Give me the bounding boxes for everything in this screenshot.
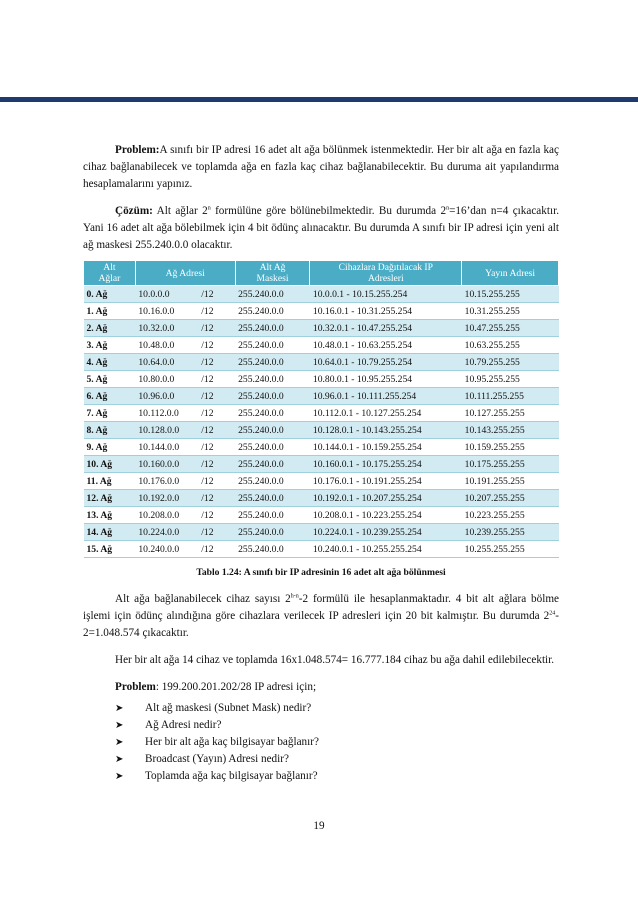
cell-prefix: /12 bbox=[199, 286, 235, 303]
arrowhead-icon: ➤ bbox=[115, 703, 124, 714]
cell-subnet-name: 12. Ağ bbox=[84, 490, 136, 507]
solution-paragraph bbox=[83, 203, 559, 254]
cell-broadcast: 10.127.255.255 bbox=[462, 405, 559, 422]
cell-subnet-mask: 255.240.0.0 bbox=[235, 320, 310, 337]
page-number: 19 bbox=[313, 820, 325, 832]
cell-prefix: /12 bbox=[199, 456, 235, 473]
list-item-text: Ağ Adresi nedir? bbox=[145, 719, 222, 731]
cell-subnet-mask: 255.240.0.0 bbox=[235, 354, 310, 371]
list-item-text: Broadcast (Yayın) Adresi nedir? bbox=[145, 753, 289, 765]
cell-host-range: 10.192.0.1 - 10.207.255.254 bbox=[310, 490, 462, 507]
arrowhead-icon: ➤ bbox=[115, 771, 124, 782]
subnet-table bbox=[83, 260, 559, 558]
header-subnet-mask bbox=[235, 261, 310, 286]
cell-network-address: 10.80.0.0 bbox=[135, 371, 199, 388]
list-item-text: Toplamda ağa kaç bilgisayar bağlanır? bbox=[145, 770, 318, 782]
cell-broadcast: 10.159.255.255 bbox=[462, 439, 559, 456]
cell-subnet-name: 2. Ağ bbox=[84, 320, 136, 337]
cell-broadcast: 10.207.255.255 bbox=[462, 490, 559, 507]
problem-text: A sınıfı bir IP adresi 16 adet alt ağa bölünmek istenmektedir. Her bir alt ağa en fazla kaç cihaz bağlanabilecek ve toplamda ağa en fazla kaç cihaz bağlanabilecektir. Bu duruma ait yapılandırma hesaplamalarını yapınız. bbox=[83, 144, 559, 190]
cell-host-range: 10.176.0.1 - 10.191.255.254 bbox=[310, 473, 462, 490]
cell-host-range: 10.224.0.1 - 10.239.255.254 bbox=[310, 524, 462, 541]
cell-broadcast: 10.255.255.255 bbox=[462, 541, 559, 558]
cell-prefix: /12 bbox=[199, 422, 235, 439]
problem2-text: : 199.200.201.202/28 IP adresi için; bbox=[155, 681, 317, 693]
device-exponent-2: 24 bbox=[549, 610, 556, 617]
cell-host-range: 10.208.0.1 - 10.223.255.254 bbox=[310, 507, 462, 524]
cell-network-address: 10.112.0.0 bbox=[135, 405, 199, 422]
cell-subnet-mask: 255.240.0.0 bbox=[235, 371, 310, 388]
cell-host-range: 10.96.0.1 - 10.111.255.254 bbox=[310, 388, 462, 405]
header-broadcast-line1: Yayın Adresi bbox=[485, 267, 536, 279]
solution-text-2: formülüne göre bölünebilmektedir. Bu durumda 2 bbox=[210, 205, 447, 217]
cell-subnet-mask: 255.240.0.0 bbox=[235, 456, 310, 473]
cell-subnet-mask: 255.240.0.0 bbox=[235, 303, 310, 320]
solution-exponent-1: n bbox=[207, 205, 211, 212]
cell-network-address: 10.224.0.0 bbox=[135, 524, 199, 541]
cell-host-range: 10.16.0.1 - 10.31.255.254 bbox=[310, 303, 462, 320]
cell-host-range: 10.160.0.1 - 10.175.255.254 bbox=[310, 456, 462, 473]
cell-broadcast: 10.31.255.255 bbox=[462, 303, 559, 320]
cell-prefix: /12 bbox=[199, 371, 235, 388]
cell-prefix: /12 bbox=[199, 524, 235, 541]
cell-network-address: 10.208.0.0 bbox=[135, 507, 199, 524]
cell-broadcast: 10.239.255.255 bbox=[462, 524, 559, 541]
cell-subnet-name: 1. Ağ bbox=[84, 303, 136, 320]
header-subnet-mask-line2: Maskesi bbox=[256, 273, 289, 284]
cell-subnet-name: 11. Ağ bbox=[84, 473, 136, 490]
table-row bbox=[84, 541, 559, 558]
cell-subnet-name: 6. Ağ bbox=[84, 388, 136, 405]
cell-host-range: 10.64.0.1 - 10.79.255.254 bbox=[310, 354, 462, 371]
cell-subnet-mask: 255.240.0.0 bbox=[235, 388, 310, 405]
cell-broadcast: 10.143.255.255 bbox=[462, 422, 559, 439]
cell-network-address: 10.96.0.0 bbox=[135, 388, 199, 405]
table-header-row bbox=[84, 261, 559, 286]
cell-broadcast: 10.191.255.255 bbox=[462, 473, 559, 490]
cell-broadcast: 10.175.255.255 bbox=[462, 456, 559, 473]
device-count-paragraph bbox=[83, 591, 559, 642]
device-text-3: -2=1.048.574 çıkacaktır. bbox=[83, 610, 559, 639]
cell-network-address: 10.192.0.0 bbox=[135, 490, 199, 507]
header-host-range-line2: Adresleri bbox=[367, 273, 404, 284]
cell-subnet-name: 15. Ağ bbox=[84, 541, 136, 558]
header-subnets bbox=[84, 261, 136, 286]
cell-broadcast: 10.223.255.255 bbox=[462, 507, 559, 524]
total-devices-paragraph: Her bir alt ağa 14 cihaz ve toplamda 16x1.048.574= 16.777.184 cihaz bu ağa dahil edilebilecektir. bbox=[115, 654, 555, 666]
list-item bbox=[115, 700, 559, 717]
header-subnets-line2: Ağlar bbox=[98, 273, 121, 284]
cell-host-range: 10.128.0.1 - 10.143.255.254 bbox=[310, 422, 462, 439]
cell-prefix: /12 bbox=[199, 320, 235, 337]
device-text-1: Alt ağa bağlanabilecek cihaz sayısı 2 bbox=[115, 593, 291, 605]
cell-subnet-name: 10. Ağ bbox=[84, 456, 136, 473]
table-body bbox=[84, 286, 559, 558]
cell-network-address: 10.240.0.0 bbox=[135, 541, 199, 558]
cell-subnet-name: 7. Ağ bbox=[84, 405, 136, 422]
table-row bbox=[84, 371, 559, 388]
cell-broadcast: 10.95.255.255 bbox=[462, 371, 559, 388]
solution-text-3: =16’dan n=4 çıkacaktır. Yani 16 adet alt ağa bölebilmek için 4 bit ödünç alınacaktır. Bu durumda A sınıfı bir IP adresi için yeni alt ağ maskesi 255.240.0.0 olacaktır. bbox=[83, 205, 559, 251]
cell-network-address: 10.48.0.0 bbox=[135, 337, 199, 354]
cell-prefix: /12 bbox=[199, 388, 235, 405]
cell-subnet-mask: 255.240.0.0 bbox=[235, 439, 310, 456]
list-item bbox=[115, 751, 559, 768]
cell-subnet-mask: 255.240.0.0 bbox=[235, 286, 310, 303]
header-rule bbox=[0, 97, 638, 102]
problem-label: Problem: bbox=[115, 144, 160, 156]
cell-network-address: 10.16.0.0 bbox=[135, 303, 199, 320]
table-row bbox=[84, 286, 559, 303]
cell-subnet-name: 4. Ağ bbox=[84, 354, 136, 371]
cell-subnet-mask: 255.240.0.0 bbox=[235, 524, 310, 541]
cell-network-address: 10.176.0.0 bbox=[135, 473, 199, 490]
cell-subnet-name: 8. Ağ bbox=[84, 422, 136, 439]
cell-network-address: 10.64.0.0 bbox=[135, 354, 199, 371]
device-exponent-1: h-n bbox=[290, 593, 299, 600]
problem2-label: Problem bbox=[115, 681, 156, 693]
header-subnet-mask-line1: Alt Ağ bbox=[259, 262, 286, 273]
cell-subnet-name: 3. Ağ bbox=[84, 337, 136, 354]
cell-host-range: 10.144.0.1 - 10.159.255.254 bbox=[310, 439, 462, 456]
cell-prefix: /12 bbox=[199, 473, 235, 490]
cell-prefix: /12 bbox=[199, 490, 235, 507]
table-row bbox=[84, 490, 559, 507]
cell-subnet-name: 13. Ağ bbox=[84, 507, 136, 524]
cell-broadcast: 10.111.255.255 bbox=[462, 388, 559, 405]
table-row bbox=[84, 354, 559, 371]
cell-prefix: /12 bbox=[199, 507, 235, 524]
list-item-text: Alt ağ maskesi (Subnet Mask) nedir? bbox=[145, 702, 312, 714]
solution-exponent-2: n bbox=[446, 205, 450, 212]
cell-broadcast: 10.15.255.255 bbox=[462, 286, 559, 303]
cell-subnet-mask: 255.240.0.0 bbox=[235, 473, 310, 490]
table-row bbox=[84, 507, 559, 524]
table-row bbox=[84, 456, 559, 473]
cell-broadcast: 10.47.255.255 bbox=[462, 320, 559, 337]
header-host-range bbox=[310, 261, 462, 286]
header-network-address bbox=[135, 261, 235, 286]
cell-network-address: 10.32.0.0 bbox=[135, 320, 199, 337]
table-row bbox=[84, 524, 559, 541]
cell-subnet-mask: 255.240.0.0 bbox=[235, 541, 310, 558]
cell-subnet-mask: 255.240.0.0 bbox=[235, 490, 310, 507]
cell-network-address: 10.128.0.0 bbox=[135, 422, 199, 439]
list-item bbox=[115, 717, 559, 734]
header-broadcast bbox=[462, 261, 559, 286]
cell-subnet-name: 5. Ağ bbox=[84, 371, 136, 388]
cell-network-address: 10.0.0.0 bbox=[135, 286, 199, 303]
arrowhead-icon: ➤ bbox=[115, 737, 124, 748]
list-item bbox=[115, 734, 559, 751]
header-host-range-line1: Cihazlara Dağıtılacak IP bbox=[338, 262, 433, 273]
question-list bbox=[83, 700, 559, 785]
arrowhead-icon: ➤ bbox=[115, 754, 124, 765]
cell-host-range: 10.32.0.1 - 10.47.255.254 bbox=[310, 320, 462, 337]
cell-subnet-name: 0. Ağ bbox=[84, 286, 136, 303]
cell-prefix: /12 bbox=[199, 354, 235, 371]
cell-prefix: /12 bbox=[199, 303, 235, 320]
cell-subnet-mask: 255.240.0.0 bbox=[235, 337, 310, 354]
cell-subnet-mask: 255.240.0.0 bbox=[235, 507, 310, 524]
page-content bbox=[83, 142, 559, 785]
table-row bbox=[84, 303, 559, 320]
table-row bbox=[84, 405, 559, 422]
cell-network-address: 10.144.0.0 bbox=[135, 439, 199, 456]
cell-host-range: 10.48.0.1 - 10.63.255.254 bbox=[310, 337, 462, 354]
list-item bbox=[115, 768, 559, 785]
cell-prefix: /12 bbox=[199, 541, 235, 558]
arrowhead-icon: ➤ bbox=[115, 720, 124, 731]
table-row bbox=[84, 320, 559, 337]
problem-paragraph bbox=[83, 142, 559, 193]
cell-prefix: /12 bbox=[199, 405, 235, 422]
table-caption: Tablo 1.24: A sınıfı bir IP adresinin 16 adet alt ağa bölünmesi bbox=[196, 567, 446, 578]
cell-subnet-name: 14. Ağ bbox=[84, 524, 136, 541]
solution-label: Çözüm: bbox=[115, 205, 153, 217]
cell-host-range: 10.112.0.1 - 10.127.255.254 bbox=[310, 405, 462, 422]
cell-subnet-mask: 255.240.0.0 bbox=[235, 405, 310, 422]
cell-subnet-name: 9. Ağ bbox=[84, 439, 136, 456]
table-row bbox=[84, 422, 559, 439]
header-subnets-line1: Alt bbox=[103, 262, 116, 273]
cell-network-address: 10.160.0.0 bbox=[135, 456, 199, 473]
cell-broadcast: 10.63.255.255 bbox=[462, 337, 559, 354]
cell-host-range: 10.80.0.1 - 10.95.255.254 bbox=[310, 371, 462, 388]
cell-broadcast: 10.79.255.255 bbox=[462, 354, 559, 371]
list-item-text: Her bir alt ağa kaç bilgisayar bağlanır? bbox=[145, 736, 319, 748]
header-network-address-line1: Ağ Adresi bbox=[165, 267, 205, 279]
cell-prefix: /12 bbox=[199, 337, 235, 354]
problem2-paragraph bbox=[83, 679, 559, 696]
cell-host-range: 10.0.0.1 - 10.15.255.254 bbox=[310, 286, 462, 303]
table-row bbox=[84, 388, 559, 405]
table-row bbox=[84, 337, 559, 354]
device-text-2: -2 formülü ile hesaplanmaktadır. 4 bit alt ağlara bölme işlemi için ödünç alındığına göre cihazlara verilecek IP adresleri için 20 bit kalmıştır. Bu durumda 2 bbox=[83, 593, 559, 622]
cell-prefix: /12 bbox=[199, 439, 235, 456]
solution-text-1: Alt ağlar 2 bbox=[152, 205, 208, 217]
table-row bbox=[84, 439, 559, 456]
cell-subnet-mask: 255.240.0.0 bbox=[235, 422, 310, 439]
table-row bbox=[84, 473, 559, 490]
cell-host-range: 10.240.0.1 - 10.255.255.254 bbox=[310, 541, 462, 558]
